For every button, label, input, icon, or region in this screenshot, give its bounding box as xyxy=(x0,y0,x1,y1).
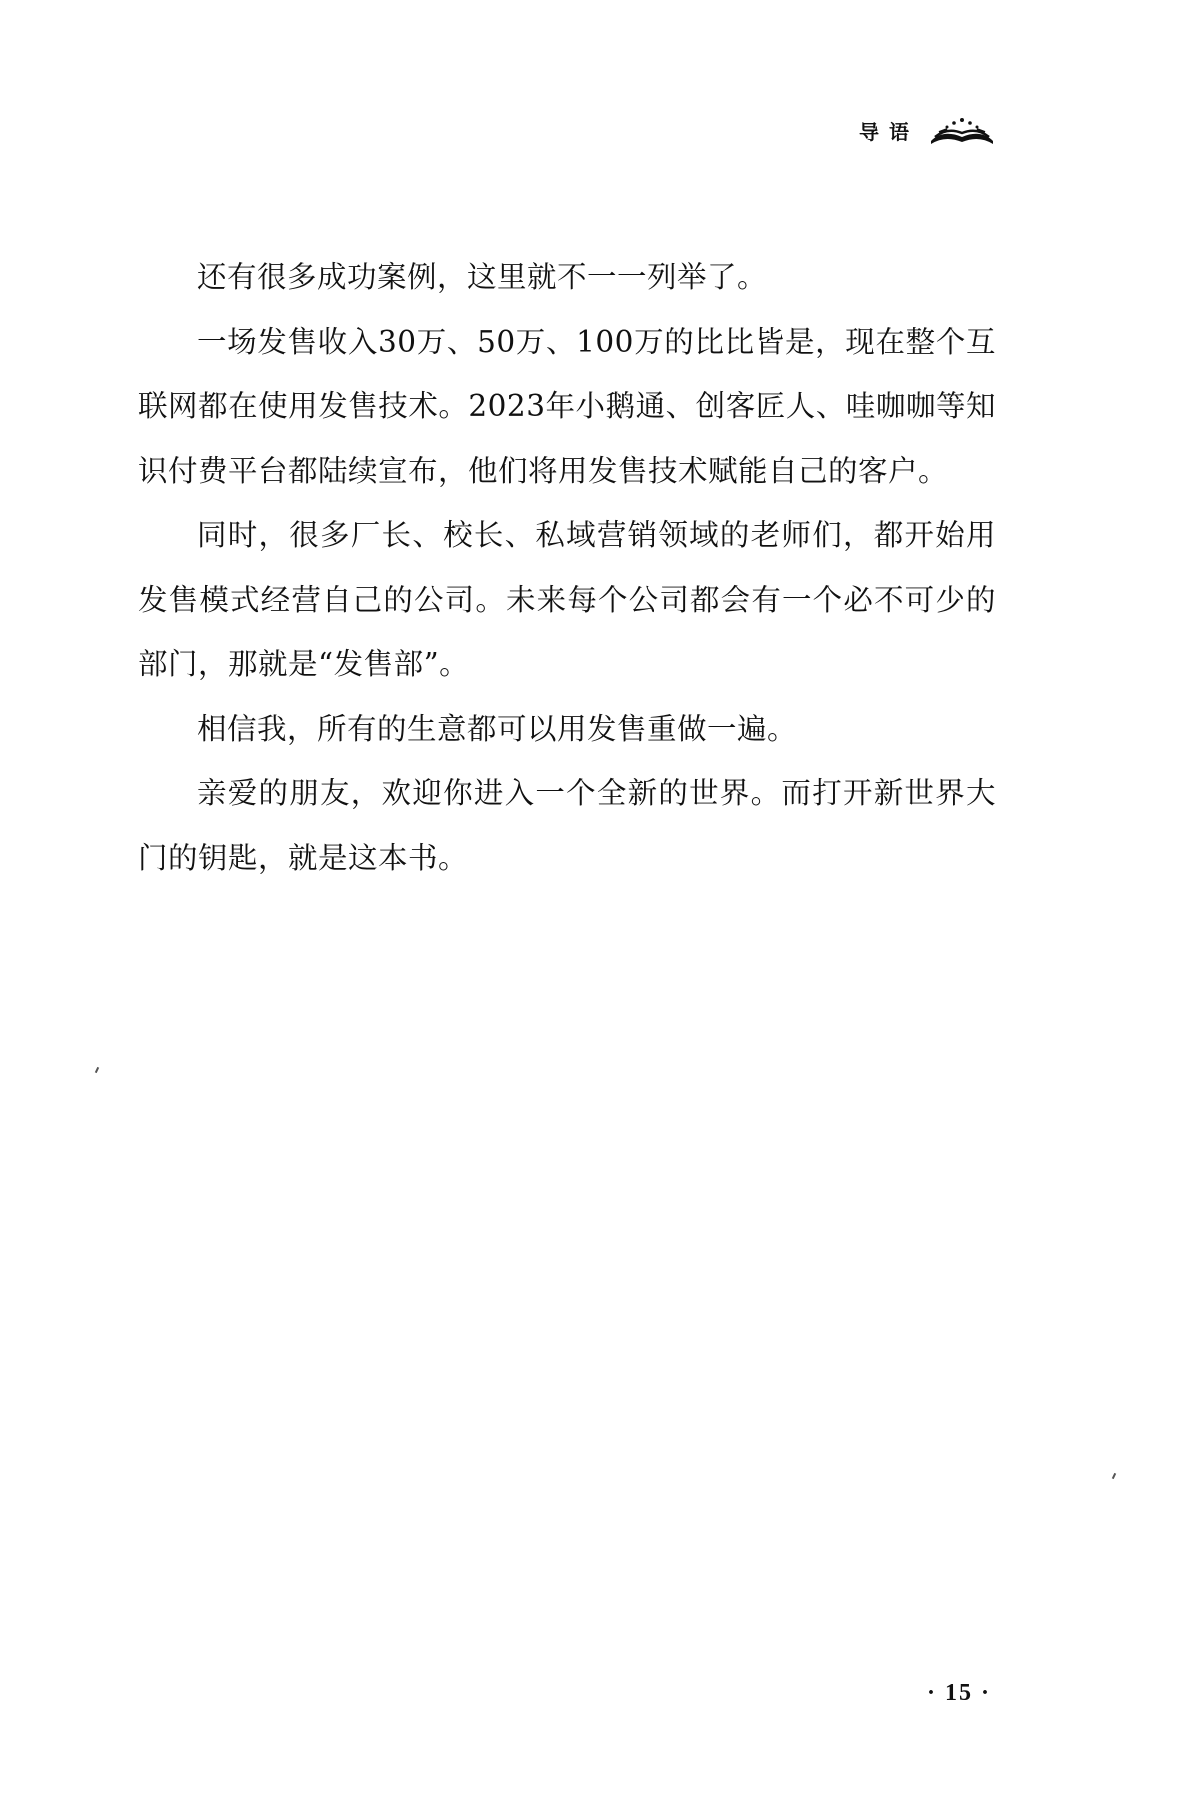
paragraph-4: 相信我，所有的生意都可以用发售重做一遍。 xyxy=(197,711,798,746)
running-header xyxy=(859,116,995,145)
scan-speck xyxy=(1112,1473,1116,1479)
body-text xyxy=(138,245,996,890)
paragraph-3: 同时，很多厂长、校长、私域营销领域的老师们，都开始用发售模式经营自己的公司。未来每个公司都会有一个必不可少的部门，那就是“发售部”。 xyxy=(138,518,996,681)
page-number: · 15 · xyxy=(926,1680,991,1706)
paragraph-5: 亲爱的朋友，欢迎你进入一个全新的世界。而打开新世界大门的钥匙，就是这本书。 xyxy=(138,776,996,875)
section-title: 导语 xyxy=(859,120,919,144)
scan-speck xyxy=(95,1067,99,1073)
open-book-ornament-icon xyxy=(929,117,995,145)
paragraph-1: 还有很多成功案例，这里就不一一列举了。 xyxy=(197,260,768,294)
paragraph-2: 一场发售收入30万、50万、100万的比比皆是，现在整个互联网都在使用发售技术。2023年小鹅通、创客匠人、哇咖咖等知识付费平台都陆续宣布，他们将用发售技术赋能自己的客户。 xyxy=(138,324,996,488)
